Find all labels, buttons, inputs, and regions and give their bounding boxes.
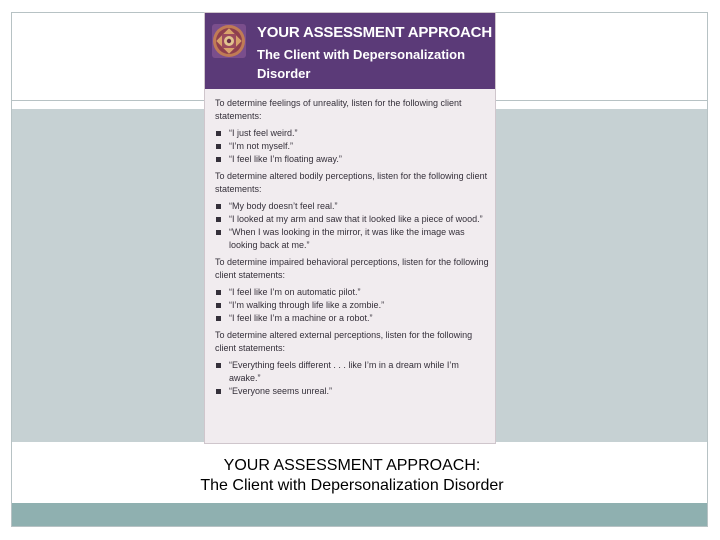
list-item: “I’m walking through life like a zombie.” [215,299,489,312]
section-intro: To determine altered bodily perceptions, listen for the following client statements: [215,171,488,194]
section-intro: To determine feelings of unreality, listen for the following client statements: [215,98,462,121]
list-item: “I feel like I’m a machine or a robot.” [215,312,489,325]
statement-list [215,127,489,166]
assessment-card [204,12,496,444]
caption-line-2: The Client with Depersonalization Disorder [200,477,504,494]
card-header [205,13,495,89]
list-item: “I feel like I’m floating away.” [215,153,489,166]
slide-footer-bar [12,503,707,526]
card-kicker: YOUR ASSESSMENT APPROACH [257,24,492,41]
card-body [215,97,489,402]
list-item: “My body doesn’t feel real.” [215,200,489,213]
card-title: The Client with Depersonalization Disorder [257,47,466,81]
slide-caption [12,456,692,496]
list-item: “I looked at my arm and saw that it looked like a piece of wood.” [215,213,489,226]
section-intro: To determine impaired behavioral perceptions, listen for the following client statements: [215,257,489,280]
statement-list [215,286,489,325]
statement-list [215,200,489,252]
list-item: “I just feel weird.” [215,127,489,140]
list-item: “Everything feels different . . . like I’m in a dream while I’m awake.” [215,359,489,385]
list-item: “Everyone seems unreal.” [215,385,489,398]
list-item: “I feel like I’m on automatic pilot.” [215,286,489,299]
statement-list [215,359,489,398]
section-intro: To determine altered external perceptions, listen for the following client statements: [215,330,473,353]
mandala-icon [212,24,246,58]
caption-line-1: YOUR ASSESSMENT APPROACH: [223,457,481,474]
list-item: “When I was looking in the mirror, it was like the image was looking back at me.” [215,226,489,252]
list-item: “I’m not myself.” [215,140,489,153]
